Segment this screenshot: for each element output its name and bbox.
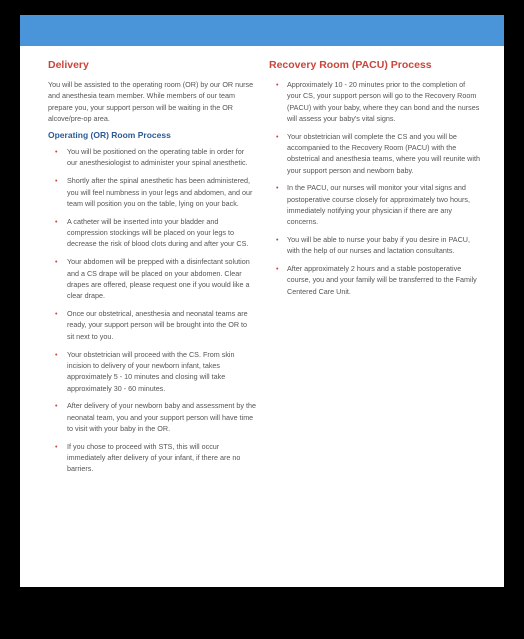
bullet-icon: • [276, 80, 279, 89]
pacu-list [269, 79, 480, 297]
list-item-text: Your abdomen will be prepped with a disinfectant solution and a CS drape will be placed on your abdomen. Clear drapes are offered, please request one if you would like a clear drape. [67, 257, 250, 301]
list-item-text: After approximately 2 hours and a stable postoperative course, you and your family will be transferred to the Family Centered Care Unit. [287, 264, 477, 296]
list-item [48, 216, 256, 250]
list-item-text: You will be able to nurse your baby if you desire in PACU, with the help of our nurses and lactation consultants. [287, 235, 470, 256]
right-column [269, 59, 480, 304]
list-item [269, 234, 480, 257]
delivery-heading: Delivery [48, 59, 89, 71]
bullet-icon: • [276, 264, 279, 274]
bullet-icon: • [55, 401, 58, 411]
bullet-icon: • [55, 441, 58, 451]
list-item [48, 441, 256, 475]
list-item [269, 131, 480, 176]
bullet-icon: • [55, 176, 58, 186]
list-item-text: You will be positioned on the operating table in order for our anesthesiologist to administer your spinal anesthetic. [67, 147, 248, 168]
header-bar [20, 15, 504, 46]
bullet-icon: • [55, 147, 58, 157]
list-item-text: Your obstetrician will proceed with the CS. From skin incision to delivery of your newborn infant, takes approximately 5 - 10 minutes and closing will take approximately 30 - 60 minutes. [67, 349, 235, 393]
pacu-heading: Recovery Room (PACU) Process [269, 59, 432, 71]
list-item [48, 146, 256, 169]
list-item [48, 349, 256, 394]
list-item [48, 308, 256, 342]
list-item-text: In the PACU, our nurses will monitor your vital signs and postoperative course closely for approximately two hours, immediately notifying your physician if there are any concerns. [287, 183, 470, 227]
list-item [269, 263, 480, 297]
list-item-text: Shortly after the spinal anesthetic has been administered, you will feel numbness in your legs and abdomen, and our team will position you on the table, lying on your back. [67, 176, 253, 208]
list-item [269, 79, 480, 124]
list-item [48, 256, 256, 301]
bullet-icon: • [55, 257, 58, 267]
bullet-icon: • [276, 131, 279, 141]
list-item-text: Once our obstetrical, anesthesia and neonatal teams are ready, your support person will be brought into the OR to sit next to you. [67, 309, 248, 341]
left-column [48, 59, 256, 481]
list-item-text: If you chose to proceed with STS, this will occur immediately after delivery of your infant, if there are no barriers. [67, 441, 241, 474]
list-item-text: Approximately 10 - 20 minutes prior to the completion of your CS, your support person will go to the Recovery Room (PACU) with your baby, where they can bond and the nurses will assess your baby's vital signs. [287, 80, 480, 123]
bullet-icon: • [55, 216, 58, 226]
bullet-icon: • [55, 349, 58, 359]
list-item [269, 182, 480, 227]
list-item [48, 400, 256, 434]
delivery-intro: You will be assisted to the operating room (OR) by our OR nurse and anesthesia team member. While members of our team prepare you, your support person will be waiting in the OR alcove/pre-op area. [48, 80, 254, 123]
list-item-text: After delivery of your newborn baby and assessment by the neonatal team, you and your support person will have time to visit with your baby in the OR. [67, 401, 256, 433]
document-page [20, 15, 504, 587]
list-item-text: Your obstetrician will complete the CS and you will be accompanied to the Recovery Room (PACU) with the obstetrical and anesthesia teams, where you will reunite with your support person and newborn baby. [287, 131, 480, 175]
or-process-list [48, 146, 256, 475]
list-item [48, 175, 256, 209]
bullet-icon: • [276, 235, 279, 245]
bullet-icon: • [276, 183, 279, 193]
or-process-heading: Operating (OR) Room Process [48, 130, 171, 141]
bullet-icon: • [55, 309, 58, 319]
list-item-text: A catheter will be inserted into your bladder and compression stockings will be placed on your legs to decrease the risk of blood clots during and after your CS. [67, 216, 249, 249]
